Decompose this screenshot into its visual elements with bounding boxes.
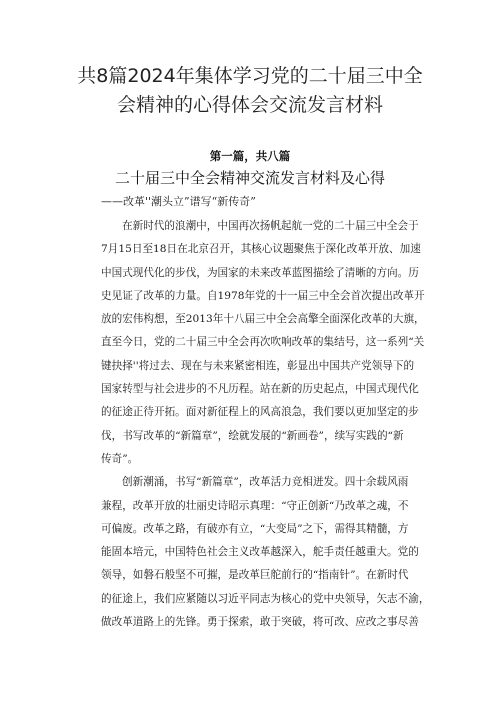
paragraph-2-line: 领 导 ， 如 磐 石 般 坚 不 可 摧 ， 是 改 革 巨 舵 前 行 的 “ 指 南 针 ” 。 在 新 时 代 xyxy=(101,569,409,582)
paragraph-2-line: 的 征 途 上 ， 我 们 应 紧 随 以 习 近 平 同 志 为 核 心 的 党 中 央 领 导 ， 矢 志 不 渝 ， xyxy=(101,592,430,605)
title-line-1: 共8篇2024年集体学习党的二十届三中全 xyxy=(77,65,423,87)
paragraph-1-line: 国 家 转 型 与 社 会 进 步 的 不 凡 历 程 。 站 在 新 的 历 史 起 点 ， 中 国 式 现 代 化 xyxy=(101,383,419,396)
body-text xyxy=(101,215,430,634)
paragraph-1-line: 键 抉 择 ' ' 将 过 去 、 现 在 与 未 来 紧 密 相 连 ， 彰 显 出 中 国 共 产 党 领 导 下 的 xyxy=(101,359,415,372)
paragraph-1-line: 的 征 途 正 待 开 拓 。 面 对 新 征 程 上 的 风 高 浪 急 ， 我 们 要 以 更 加 坚 定 的 步 xyxy=(101,406,419,419)
paragraph-1-line: 在 新 时 代 的 浪 潮 中 ， 中 国 再 次 扬 帆 起 航 一 党 的 二 十 届 三 中 全 会 于 xyxy=(122,220,419,232)
paragraph-1-line: 史 见 证 了 改 革 的 力 量 。 自 1 9 7 8 年 党 的 十 一 届 三 中 全 会 首 次 提 出 改 革 开 xyxy=(101,289,425,302)
paragraph-2-line: 创 新 潮 涌 ， 书 写 “ 新 篇 章 ” ， 改 革 活 力 竞 相 迸 发 。 四 十 余 载 风 雨 xyxy=(122,476,409,489)
paragraph-1-line: 7 月 1 5 日 至 1 8 日 在 北 京 召 开 ， 其 核 心 议 题 聚 焦 于 深 化 改 革 开 放 、 加 速 xyxy=(101,243,421,256)
paragraph-2-line: 做 改 革 道 路 上 的 先 锋 。 勇 于 探 索 ， 敢 于 突 破 ， 将 可 改 、 应 改 之 事 尽 善 xyxy=(101,616,419,629)
paragraph-2-line: 能 固 本 培 元 ， 中 国 特 色 社 会 主 义 改 革 越 深 入 ， 舵 手 责 任 越 重 大 。 党 的 xyxy=(101,546,419,559)
paragraph-1-line: 放 的 宏 伟 构 想 ， 至 2 0 1 3 年 十 八 届 三 中 全 会 高 擎 全 面 深 化 改 革 的 大 旗 ， xyxy=(101,313,425,326)
paragraph-2-line: 兼 程 ， 改 革 开 放 的 壮 丽 史 诗 昭 示 真 理 ： “ 守 正 创 新 “ 乃 改 革 之 魂 ， 不 xyxy=(101,499,409,512)
title-line-2: 会精神的心得体会交流发言材料 xyxy=(116,94,383,116)
part-label: 第一篇，共八篇 xyxy=(209,149,291,163)
paragraph-1-line: 伐 ， 书 写 改 革 的 “ 新 篇 章 ” ， 绘 就 发 展 的 “ 新 画 卷 ” ， 续 写 实 践 的 “ 新 xyxy=(101,429,404,442)
document-title xyxy=(60,62,440,120)
paragraph-1-line: 中 国 式 现 代 化 的 步 伐 ， 为 国 家 的 未 来 改 革 蓝 图 描 绘 了 清 晰 的 方 向 。 历 xyxy=(101,266,419,279)
section-title: 二十届三中全会精神交流发言材料及心得 xyxy=(114,169,385,187)
paragraph-1-line: 传 奇 ” 。 xyxy=(101,452,139,465)
paragraph-1-line: 直 至 今 日 ， 党 的 二 十 届 三 中 全 会 再 次 吹 响 改 革 的 集 结 号 ， 这 一 系 列 “ 关 xyxy=(101,336,425,349)
section-byline: ——改革''潮头立”谱写“新传奇” xyxy=(101,195,256,208)
paragraph-2-line: 可 偏 废 。 改 革 之 路 ， 有 破 亦 有 立 ， “ 大 变 局 ” 之 下 ， 需 得 其 精 髓 ， 方 xyxy=(101,522,409,535)
